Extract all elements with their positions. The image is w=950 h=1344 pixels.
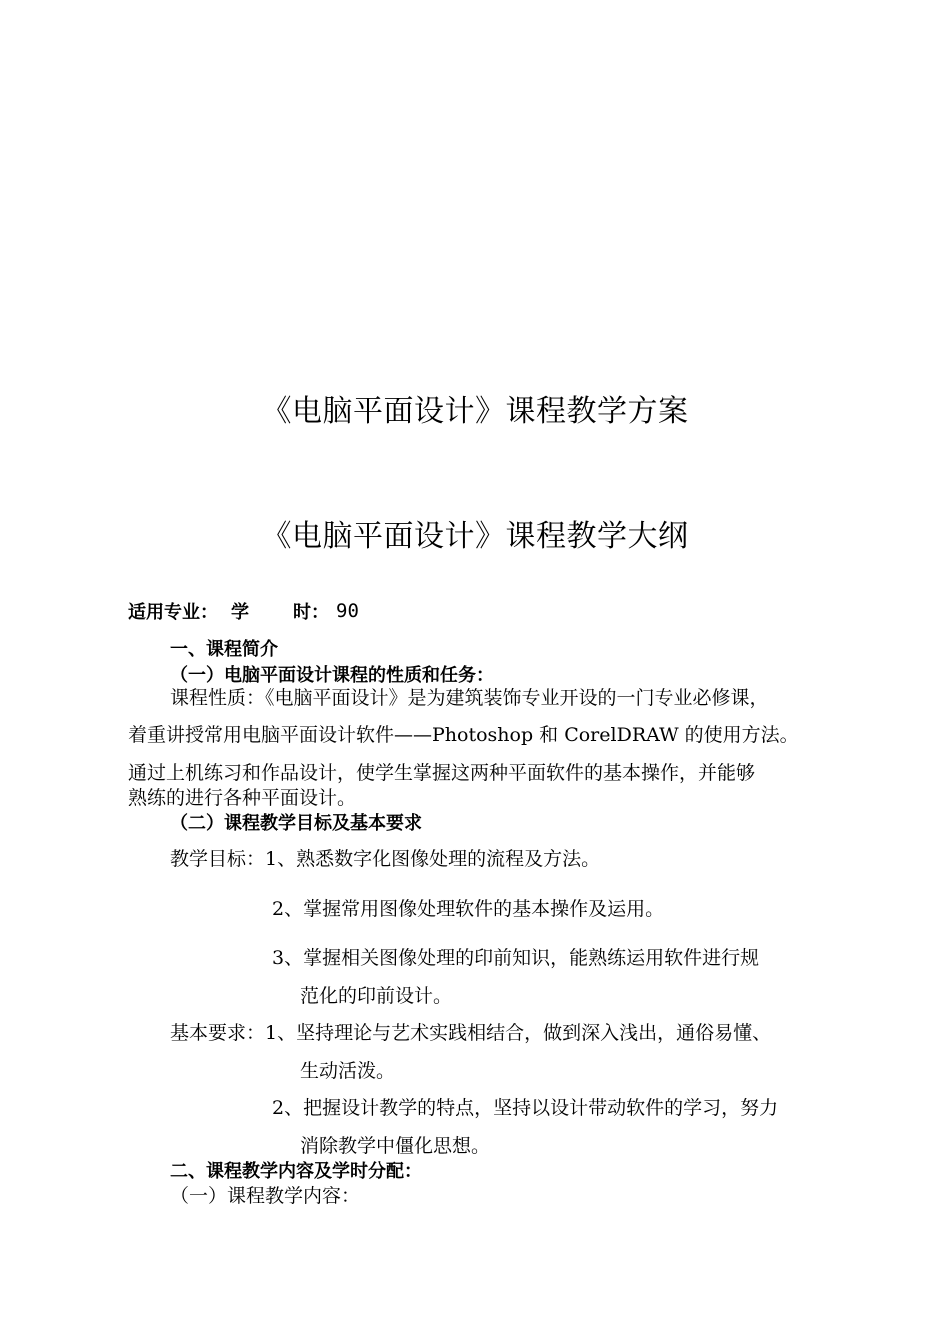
goal-line-1: 教学目标：1、熟悉数字化图像处理的流程及方法。	[170, 848, 601, 870]
hours-value: 90	[336, 600, 359, 622]
section2-sub1-heading: （一）课程教学内容：	[170, 1185, 361, 1207]
nature-line-1: 课程性质：《电脑平面设计》是为建筑装饰专业开设的一门专业必修课，	[170, 687, 769, 709]
hours-label-part2: 时：	[293, 602, 329, 623]
hours-label-part1: 学	[231, 602, 249, 623]
plan-title: 《电脑平面设计》课程教学方案	[261, 394, 689, 429]
requirement-line-3: 2、把握设计教学的特点，坚持以设计带动软件的学习，努力	[272, 1097, 779, 1119]
goal-line-2: 2、掌握常用图像处理软件的基本操作及运用。	[272, 898, 665, 920]
goal-line-4: 范化的印前设计。	[300, 985, 453, 1007]
requirement-line-4: 消除教学中僵化思想。	[300, 1135, 491, 1157]
section1-heading: 一、课程简介	[170, 639, 278, 660]
section1-sub2-heading: （二）课程教学目标及基本要求	[170, 813, 422, 834]
section1-sub1-heading: （一）电脑平面设计课程的性质和任务：	[170, 665, 494, 686]
goal-line-3: 3、掌握相关图像处理的印前知识，能熟练运用软件进行规	[272, 947, 760, 969]
requirement-line-1: 基本要求：1、坚持理论与艺术实践相结合，做到深入浅出，通俗易懂、	[170, 1022, 772, 1044]
section2-heading: 二、课程教学内容及学时分配：	[170, 1161, 422, 1182]
nature-line-2: 着重讲授常用电脑平面设计软件——Photoshop 和 CorelDRAW 的使用方法。	[128, 724, 799, 746]
nature-line-3: 通过上机练习和作品设计，使学生掌握这两种平面软件的基本操作，并能够	[128, 762, 756, 784]
nature-line-4: 熟练的进行各种平面设计。	[128, 787, 357, 809]
requirement-line-2: 生动活泼。	[300, 1060, 396, 1082]
outline-title: 《电脑平面设计》课程教学大纲	[261, 519, 689, 554]
major-label: 适用专业：	[128, 602, 218, 623]
